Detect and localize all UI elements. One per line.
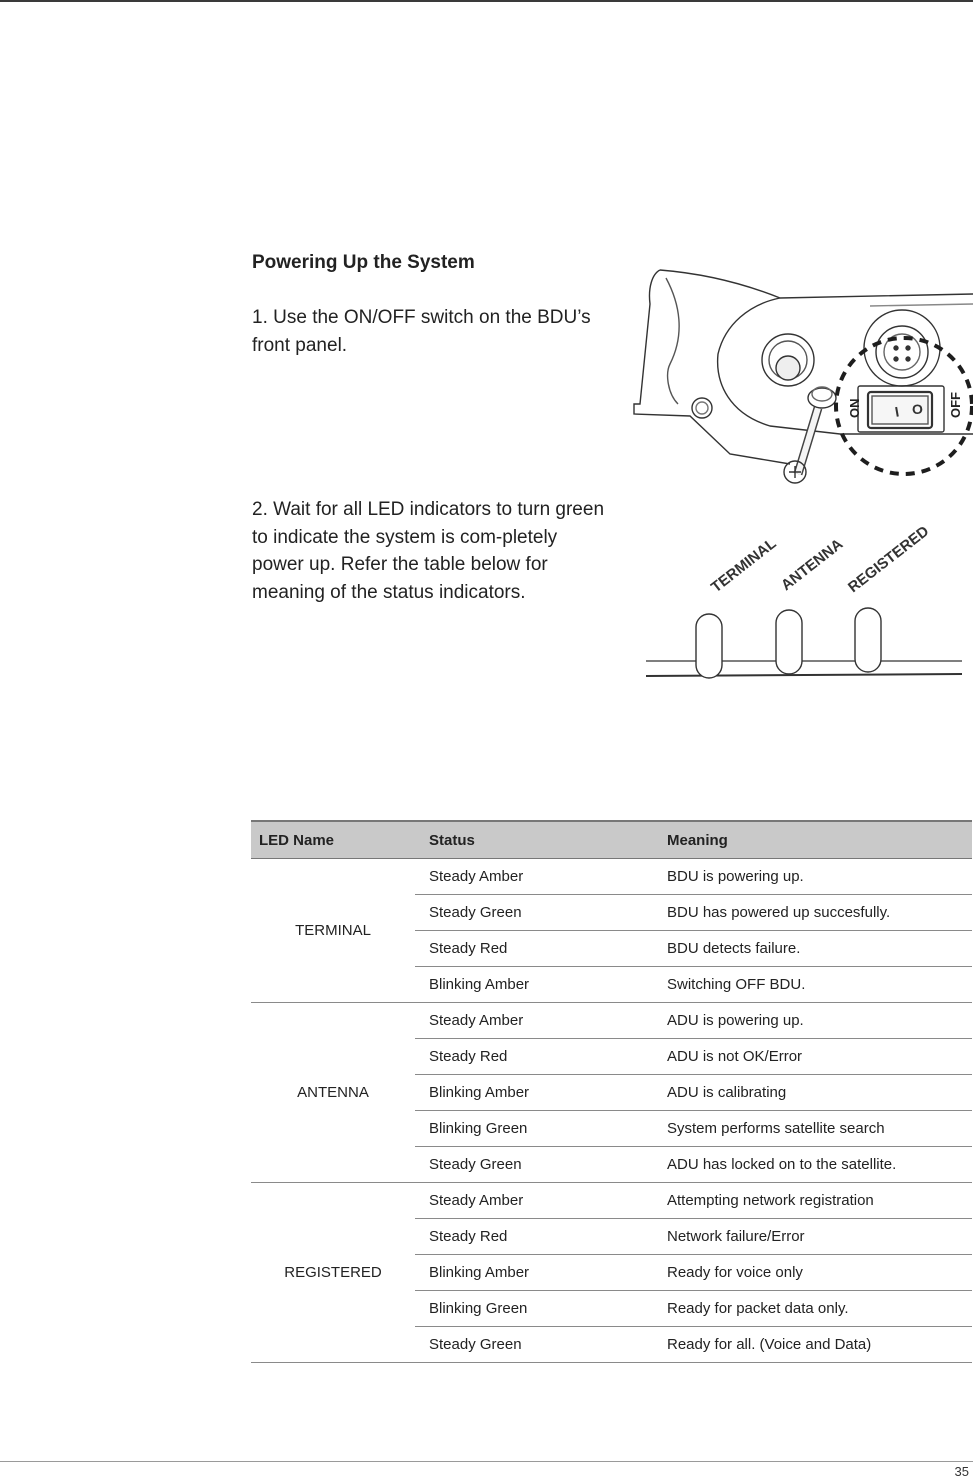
status-cell: Steady Amber <box>415 1003 653 1039</box>
led-terminal-icon <box>696 614 722 678</box>
led-label-registered: REGISTERED <box>844 522 933 597</box>
bottom-rule <box>0 1461 973 1462</box>
switch-on-glyph: I <box>893 403 901 420</box>
status-cell: Blinking Amber <box>415 1075 653 1111</box>
header-led-name: LED Name <box>251 821 415 859</box>
switch-off-label: OFF <box>948 392 963 418</box>
header-status: Status <box>415 821 653 859</box>
status-cell: Steady Green <box>415 1147 653 1183</box>
status-cell: Steady Green <box>415 1327 653 1363</box>
status-cell: Blinking Green <box>415 1111 653 1147</box>
header-meaning: Meaning <box>653 821 972 859</box>
led-name-cell: REGISTERED <box>251 1183 415 1363</box>
section-title: Powering Up the System <box>252 252 475 273</box>
table-row <box>251 1003 972 1039</box>
status-cell: Blinking Amber <box>415 967 653 1003</box>
meaning-cell: Attempting network registration <box>653 1183 972 1219</box>
status-cell: Blinking Green <box>415 1291 653 1327</box>
meaning-cell: BDU has powered up succesfully. <box>653 895 972 931</box>
switch-on-label: ON <box>847 398 862 418</box>
step-1-text: 1. Use the ON/OFF switch on the BDU’s front panel. <box>252 307 591 356</box>
meaning-cell: ADU is calibrating <box>653 1075 972 1111</box>
status-cell: Steady Amber <box>415 859 653 895</box>
status-cell: Steady Green <box>415 895 653 931</box>
top-rule <box>0 0 973 2</box>
page-number: 35 <box>954 1464 969 1479</box>
meaning-cell: Ready for all. (Voice and Data) <box>653 1327 972 1363</box>
led-name-cell: ANTENNA <box>251 1003 415 1183</box>
led-status-table <box>251 820 972 1363</box>
meaning-cell: ADU is powering up. <box>653 1003 972 1039</box>
meaning-cell: Network failure/Error <box>653 1219 972 1255</box>
meaning-cell: ADU has locked on to the satellite. <box>653 1147 972 1183</box>
led-antenna-icon <box>776 610 802 674</box>
led-label-antenna: ANTENNA <box>777 535 847 595</box>
meaning-cell: ADU is not OK/Error <box>653 1039 972 1075</box>
led-indicators-illustration <box>640 515 973 690</box>
meaning-cell: Ready for voice only <box>653 1255 972 1291</box>
meaning-cell: Switching OFF BDU. <box>653 967 972 1003</box>
status-cell: Steady Red <box>415 1039 653 1075</box>
status-cell: Steady Amber <box>415 1183 653 1219</box>
led-name-cell: TERMINAL <box>251 859 415 1003</box>
meaning-cell: BDU detects failure. <box>653 931 972 967</box>
switch-off-glyph: O <box>912 401 923 417</box>
led-registered-icon <box>855 608 881 672</box>
meaning-cell: Ready for packet data only. <box>653 1291 972 1327</box>
table-row <box>251 859 972 895</box>
status-cell: Steady Red <box>415 931 653 967</box>
table-row <box>251 1183 972 1219</box>
step-2-text: 2. Wait for all LED indicators to turn green to indicate the system is com-pletely power up. Refer the table below for meaning of the status indicators. <box>252 499 605 603</box>
table-header-row <box>251 821 972 859</box>
status-cell: Blinking Amber <box>415 1255 653 1291</box>
led-label-terminal: TERMINAL <box>707 535 780 597</box>
meaning-cell: System performs satellite search <box>653 1111 972 1147</box>
meaning-cell: BDU is powering up. <box>653 859 972 895</box>
status-cell: Steady Red <box>415 1219 653 1255</box>
bdu-power-switch-illustration <box>630 264 973 490</box>
